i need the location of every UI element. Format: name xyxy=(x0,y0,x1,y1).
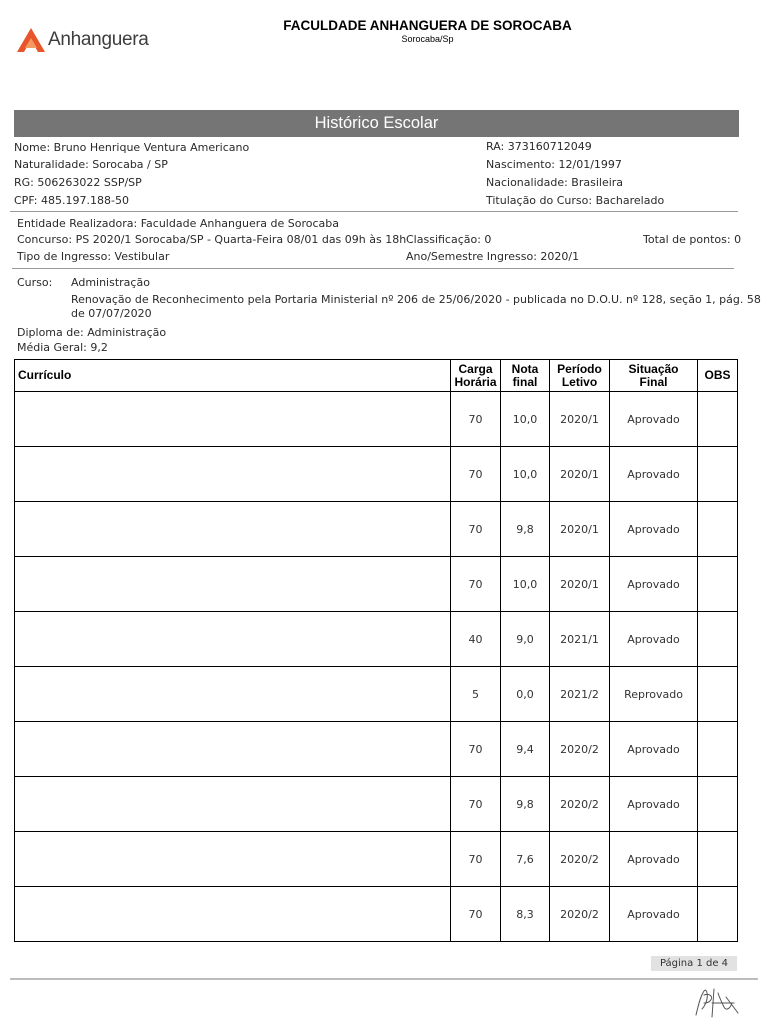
cell-status: Aprovado xyxy=(610,447,698,502)
cell-hours: 40 xyxy=(451,612,501,667)
signature-icon xyxy=(690,985,750,1021)
admission-classification: Classificação: 0 xyxy=(406,233,492,246)
cell-period: 2020/1 xyxy=(550,447,610,502)
cell-grade: 9,8 xyxy=(501,777,550,832)
cell-curriculum xyxy=(15,777,451,832)
course-label: Curso: xyxy=(17,276,53,289)
cell-period: 2020/2 xyxy=(550,722,610,777)
cell-period: 2020/2 xyxy=(550,777,610,832)
footer-divider xyxy=(10,978,758,980)
cell-grade: 9,8 xyxy=(501,502,550,557)
cell-hours: 70 xyxy=(451,887,501,942)
course-recognition: Renovação de Reconhecimento pela Portaria Ministerial nº 206 de 25/06/2020 - publicada no D.O.U. nº 128, seção 1, pág. 58 xyxy=(71,293,761,306)
col-status: Situação Final xyxy=(610,360,698,392)
cell-obs xyxy=(698,722,738,777)
cell-curriculum xyxy=(15,887,451,942)
page-number: Página 1 de 4 xyxy=(651,956,737,971)
student-birthplace: Naturalidade: Sorocaba / SP xyxy=(14,158,168,171)
col-grade: Nota final xyxy=(501,360,550,392)
cell-curriculum xyxy=(15,722,451,777)
cell-curriculum xyxy=(15,392,451,447)
cell-status: Aprovado xyxy=(610,777,698,832)
cell-status: Aprovado xyxy=(610,722,698,777)
cell-hours: 70 xyxy=(451,502,501,557)
table-row xyxy=(15,447,738,502)
cell-grade: 10,0 xyxy=(501,392,550,447)
course-name: Administração xyxy=(71,276,150,289)
cell-status: Reprovado xyxy=(610,667,698,722)
divider xyxy=(12,268,734,269)
table-row xyxy=(15,392,738,447)
cell-obs xyxy=(698,777,738,832)
admission-total-points: Total de pontos: 0 xyxy=(643,233,742,246)
cell-curriculum xyxy=(15,557,451,612)
cell-hours: 70 xyxy=(451,832,501,887)
cell-obs xyxy=(698,557,738,612)
table-row xyxy=(15,722,738,777)
curriculum-table xyxy=(14,359,738,942)
course-degree: Titulação do Curso: Bacharelado xyxy=(486,194,665,207)
diploma: Diploma de: Administração xyxy=(17,326,167,339)
cell-period: 2020/2 xyxy=(550,887,610,942)
col-period: Período Letivo xyxy=(550,360,610,392)
cell-grade: 10,0 xyxy=(501,557,550,612)
cell-status: Aprovado xyxy=(610,887,698,942)
cell-grade: 0,0 xyxy=(501,667,550,722)
admission-entry-type: Tipo de Ingresso: Vestibular xyxy=(17,250,170,263)
cell-hours: 70 xyxy=(451,777,501,832)
col-curriculum: Currículo xyxy=(15,360,451,392)
table-row xyxy=(15,667,738,722)
cell-obs xyxy=(698,392,738,447)
table-row xyxy=(15,832,738,887)
cell-period: 2020/1 xyxy=(550,502,610,557)
cell-obs xyxy=(698,667,738,722)
table-row xyxy=(15,502,738,557)
logo-text: Anhanguera xyxy=(48,29,149,50)
table-row xyxy=(15,612,738,667)
student-rg: RG: 506263022 SSP/SP xyxy=(14,176,142,189)
cell-obs xyxy=(698,612,738,667)
cell-status: Aprovado xyxy=(610,392,698,447)
cell-obs xyxy=(698,447,738,502)
cell-hours: 70 xyxy=(451,447,501,502)
student-name: Nome: Bruno Henrique Ventura Americano xyxy=(14,141,250,154)
average-grade: Média Geral: 9,2 xyxy=(17,341,108,354)
institution-header xyxy=(0,18,768,44)
student-ra: RA: 373160712049 xyxy=(486,140,592,153)
table-row xyxy=(15,557,738,612)
cell-hours: 5 xyxy=(451,667,501,722)
cell-grade: 8,3 xyxy=(501,887,550,942)
cell-period: 2020/1 xyxy=(550,392,610,447)
cell-grade: 7,6 xyxy=(501,832,550,887)
admission-entity: Entidade Realizadora: Faculdade Anhanguera de Sorocaba xyxy=(17,217,339,230)
cell-status: Aprovado xyxy=(610,502,698,557)
cell-status: Aprovado xyxy=(610,557,698,612)
table-row xyxy=(15,777,738,832)
student-birth: Nascimento: 12/01/1997 xyxy=(486,158,622,171)
cell-curriculum xyxy=(15,832,451,887)
cell-obs xyxy=(698,502,738,557)
admission-entry-semester: Ano/Semestre Ingresso: 2020/1 xyxy=(406,250,580,263)
cell-grade: 9,0 xyxy=(501,612,550,667)
course-recognition-date: de 07/07/2020 xyxy=(71,307,152,320)
cell-period: 2020/1 xyxy=(550,557,610,612)
cell-curriculum xyxy=(15,667,451,722)
cell-hours: 70 xyxy=(451,392,501,447)
cell-obs xyxy=(698,832,738,887)
cell-status: Aprovado xyxy=(610,832,698,887)
col-hours: Carga Horária xyxy=(451,360,501,392)
page-title: Histórico Escolar xyxy=(14,110,739,137)
table-header-row xyxy=(15,360,738,392)
institution-city: Sorocaba/Sp xyxy=(401,34,454,44)
cell-curriculum xyxy=(15,447,451,502)
admission-contest: Concurso: PS 2020/1 Sorocaba/SP - Quarta-Feira 08/01 das 09h às 18h xyxy=(17,233,407,246)
cell-grade: 9,4 xyxy=(501,722,550,777)
cell-period: 2021/2 xyxy=(550,667,610,722)
table-row xyxy=(15,887,738,942)
institution-name: FACULDADE ANHANGUERA DE SOROCABA xyxy=(283,18,572,33)
cell-curriculum xyxy=(15,612,451,667)
cell-grade: 10,0 xyxy=(501,447,550,502)
cell-period: 2020/2 xyxy=(550,832,610,887)
cell-hours: 70 xyxy=(451,557,501,612)
student-cpf: CPF: 485.197.188-50 xyxy=(14,194,129,207)
cell-status: Aprovado xyxy=(610,612,698,667)
cell-obs xyxy=(698,887,738,942)
cell-curriculum xyxy=(15,502,451,557)
cell-period: 2021/1 xyxy=(550,612,610,667)
col-obs: OBS xyxy=(698,360,738,392)
cell-hours: 70 xyxy=(451,722,501,777)
student-nationality: Nacionalidade: Brasileira xyxy=(486,176,624,189)
divider xyxy=(10,211,738,212)
